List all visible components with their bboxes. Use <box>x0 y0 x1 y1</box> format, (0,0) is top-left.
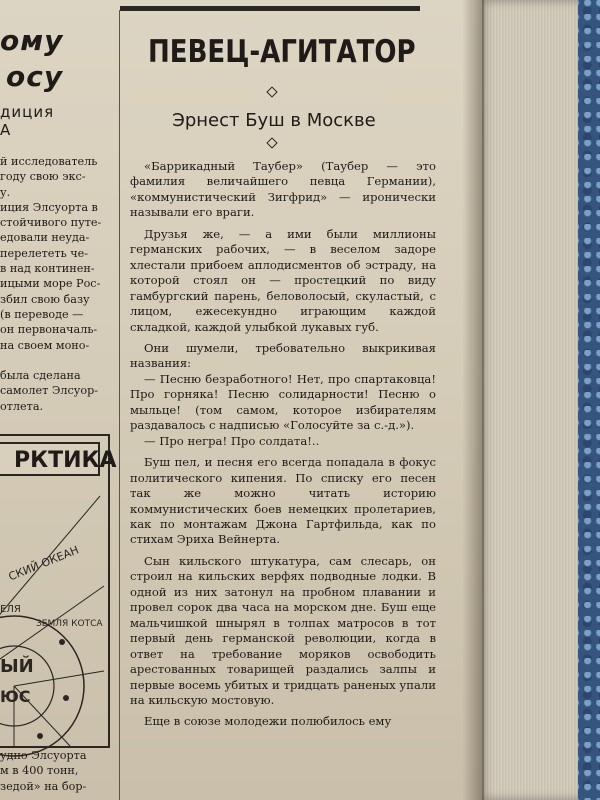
left-body-line: была сделана <box>0 369 81 383</box>
left-subheading-line-1: диция <box>0 103 55 121</box>
left-body-line: й исследователь <box>0 155 98 168</box>
article-paragraph: Они шумели, требовательно выкрикивая названия: <box>130 340 436 371</box>
article-paragraph: Друзья же, — а ими были миллионы германских рабочих, — в веселом задоре хлестали прибоем аплодисментов об эстраду, на которой стоял он — простецкий по виду гамбургский парень, беловолосый, скуластый, с лицом, ежесекундно играющим каждой складкой, каждой улыбкой лукавых губ. <box>130 226 436 334</box>
column-divider <box>119 10 120 800</box>
article-paragraph: «Баррикадный Таубер» (Таубер — это фамилия величайшего певца Германии), «коммунистический Зигфрид» — иронически называли его враги. <box>130 159 436 220</box>
left-body-line: году свою экс- <box>0 170 86 184</box>
article-paragraph: Буш пел, и песня его всегда попадала в фокус политического кипения. По списку его песен так же можно читать историю коммунистических боев немецких пролетариев, как по монтажам Джона Гартфильда, как по стихам Эриха Вейнерта. <box>130 455 436 547</box>
map-drawing <box>0 436 108 746</box>
map-point <box>37 733 43 739</box>
left-body-line: на своем моно- <box>0 338 90 352</box>
left-body-line: (в переводе — <box>0 307 84 321</box>
arctic-map <box>0 434 117 748</box>
left-body-line: в над континен- <box>0 262 95 276</box>
left-body-line <box>0 353 118 368</box>
left-bottom-text <box>0 748 118 794</box>
left-heading-line-1: ому <box>0 24 64 57</box>
subheadline: Эрнест Буш в Москве <box>172 110 376 131</box>
headline: ПЕВЕЦ-АГИТАТОР <box>148 34 416 70</box>
left-column <box>0 14 118 800</box>
article-paragraph: — Про негра! Про солдата!.. <box>144 433 320 448</box>
left-heading-line-2: осу <box>6 60 64 93</box>
ornament-diamond <box>266 86 277 97</box>
left-body-line: у. <box>0 185 11 199</box>
binding-shadow <box>462 0 484 800</box>
map-label: ЗЕМЛЯ КОТСА <box>36 619 103 629</box>
map-point <box>59 639 65 645</box>
left-body-line: ицыми море Рос- <box>0 277 101 291</box>
book-page-edges <box>478 0 578 800</box>
article-paragraph: Еще в союзе молодежи полюбилось ему <box>144 714 392 729</box>
map-label-ocean: СКИЙ ОКЕАН <box>6 543 81 584</box>
left-body-line: едовали неуда- <box>0 231 90 245</box>
map-title: РКТИКА <box>0 442 100 476</box>
left-body-line: удно Элсуорта <box>0 749 87 762</box>
map-label: ЮС <box>0 687 31 706</box>
map-point <box>63 695 69 701</box>
left-body-line: перелететь че- <box>0 246 89 260</box>
left-subheading-line-2: А <box>0 121 12 139</box>
article-body <box>130 159 436 736</box>
left-body-line: зедой» на бор- <box>0 779 87 793</box>
left-body-line: збил свою базу <box>0 292 90 306</box>
top-rule <box>120 6 420 11</box>
left-body-line: отлета. <box>0 399 44 413</box>
ornament-diamond <box>266 137 277 148</box>
left-body-line: иция Элсуорта в <box>0 200 98 214</box>
left-body-line: м в 400 тонн, <box>0 764 79 778</box>
left-body-line: самолет Элсуор- <box>0 384 99 398</box>
article-paragraph: — Песню безработного! Нет, про спартаковца! Про горняка! Песню солидарности! Песню о мыльце! (том самом, которое избирателям раздавалось с надписью «Голосуйте за с.-д.»). <box>130 371 436 433</box>
map-label: ЕЛЯ <box>0 604 21 615</box>
left-body-text <box>0 154 118 414</box>
left-body-line: стойчивого путе- <box>0 216 102 230</box>
left-body-line: он первоначаль- <box>0 323 98 337</box>
article-paragraph: Сын кильского штукатура, сам слесарь, он строил на кильских верфях подводные лодки. В одной из них затонул на пробном плавании и провел сорок два часа на морском дне. Буш еще мальчишкой шнырял в толпах матросов в тот первый день германской революции, когда в ответ на требование моряков освободить арестованных товарищей раздались залпы и первые восемь убитых и тридцать раненых упали на кильскую мостовую. <box>130 553 436 707</box>
map-label: ЫЙ <box>0 656 34 677</box>
